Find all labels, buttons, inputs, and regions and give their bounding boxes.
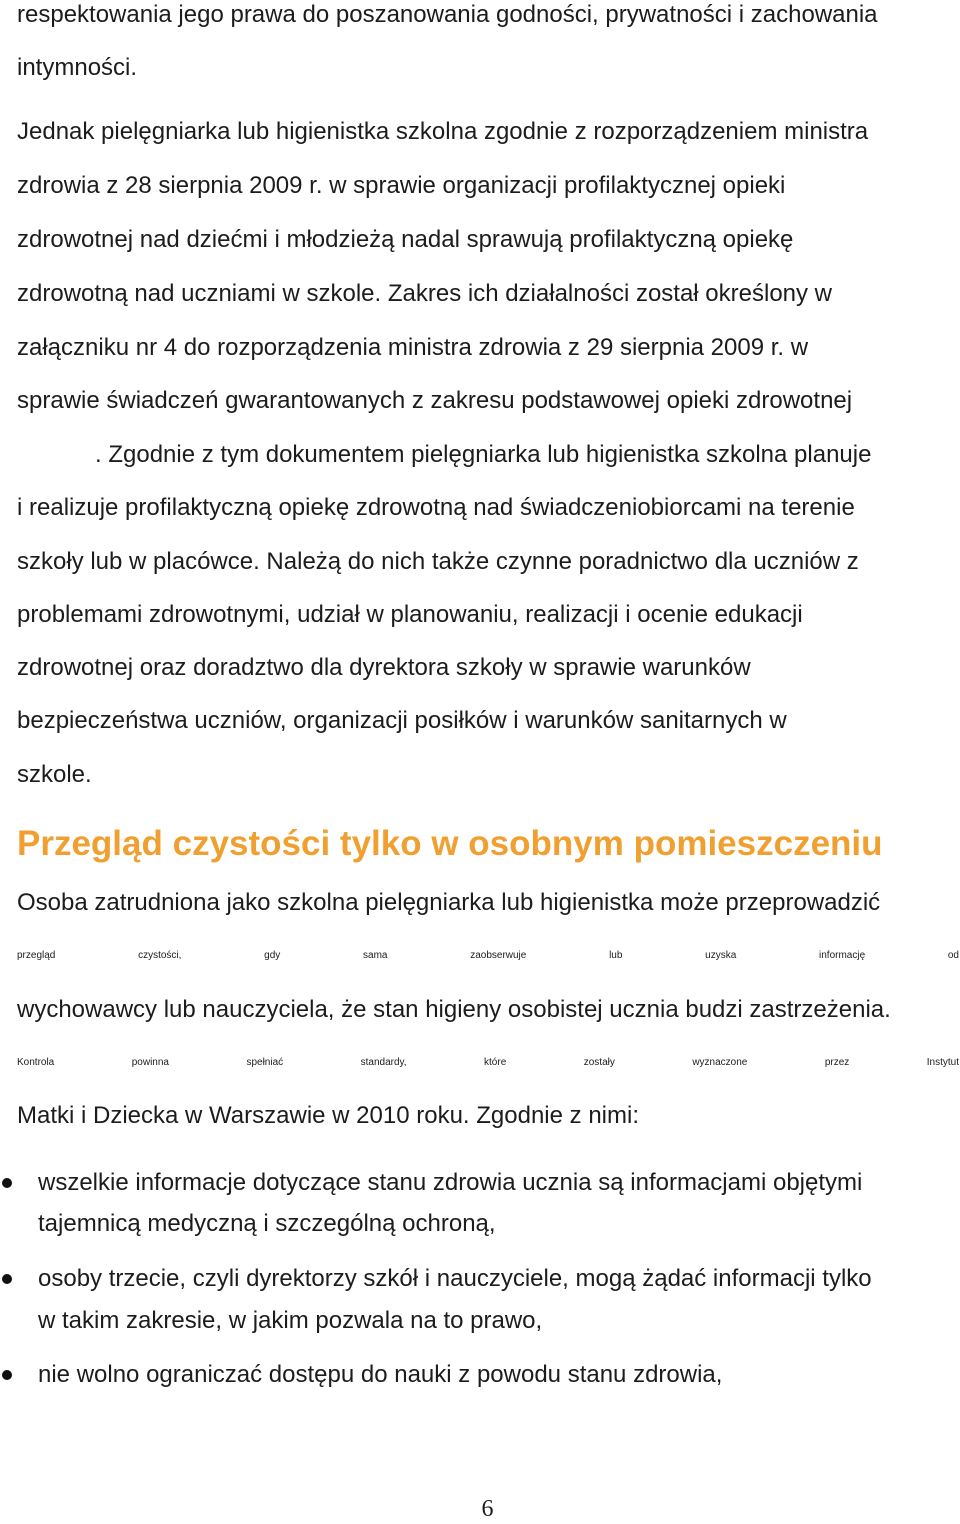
paragraph-line: problemami zdrowotnymi, udział w planowaniu, realizacji i ocenie edukacji [17,601,803,628]
section-heading: Przegląd czystości tylko w osobnym pomieszczeniu [17,824,883,863]
paragraph-line: szkole. [17,761,92,788]
paragraph-line: zdrowotnej oraz doradztwo dla dyrektora szkoły w sprawie warunków [17,654,751,681]
paragraph-line: załączniku nr 4 do rozporządzenia ministra zdrowia z 29 sierpnia 2009 r. w [17,334,809,361]
list-item-line: wszelkie informacje dotyczące stanu zdrowia ucznia są informacjami objętymi [38,1169,863,1196]
paragraph-line: bezpieczeństwa uczniów, organizacji posiłków i warunków sanitarnych w [17,707,787,734]
paragraph-line: i realizuje profilaktyczną opiekę zdrowotną nad świadczeniobiorcami na terenie [17,494,855,521]
paragraph-line: Jednak pielęgniarka lub higienistka szkolna zgodnie z rozporządzeniem ministra [17,118,869,145]
bullet-icon [2,1178,12,1188]
paragraph-line: zdrowia z 28 sierpnia 2009 r. w sprawie organizacji profilaktycznej opieki [17,172,786,199]
paragraph-line: respektowania jego prawa do poszanowania godności, prywatności i zachowania [17,1,878,28]
paragraph-line: . Zgodnie z tym dokumentem pielęgniarka lub higienistka szkolna planuje [95,441,872,468]
paragraph-line: zdrowotną nad uczniami w szkole. Zakres ich działalności został określony w [17,280,833,307]
page-number: 6 [481,1496,494,1522]
bullet-icon [2,1370,12,1380]
paragraph-line: przegląd czystości, gdy sama zaobserwuje lub uzyska informację od [17,950,959,961]
bullet-icon [2,1274,12,1284]
paragraph-line: zdrowotnej nad dziećmi i młodzieżą nadal sprawują profilaktyczną opiekę [17,226,794,253]
list-item-line: w takim zakresie, w jakim pozwala na to prawo, [38,1307,543,1334]
paragraph-line: intymności. [17,54,138,81]
list-item-line: osoby trzecie, czyli dyrektorzy szkół i nauczyciele, mogą żądać informacji tylko [38,1265,872,1292]
paragraph-line: Kontrola powinna spełniać standardy, które zostały wyznaczone przez Instytut [17,1057,959,1068]
paragraph-line: Matki i Dziecka w Warszawie w 2010 roku. Zgodnie z nimi: [17,1102,639,1129]
paragraph-line: sprawie świadczeń gwarantowanych z zakresu podstawowej opieki zdrowotnej [17,387,853,414]
paragraph-line: wychowawcy lub nauczyciela, że stan higieny osobistej ucznia budzi zastrzeżenia. [17,996,891,1023]
list-item-line: nie wolno ograniczać dostępu do nauki z powodu stanu zdrowia, [38,1361,723,1388]
paragraph-line: Osoba zatrudniona jako szkolna pielęgniarka lub higienistka może przeprowadzić [17,889,881,916]
paragraph-line: szkoły lub w placówce. Należą do nich także czynne poradnictwo dla uczniów z [17,548,859,575]
list-item-line: tajemnicą medyczną i szczególną ochroną, [38,1210,496,1237]
